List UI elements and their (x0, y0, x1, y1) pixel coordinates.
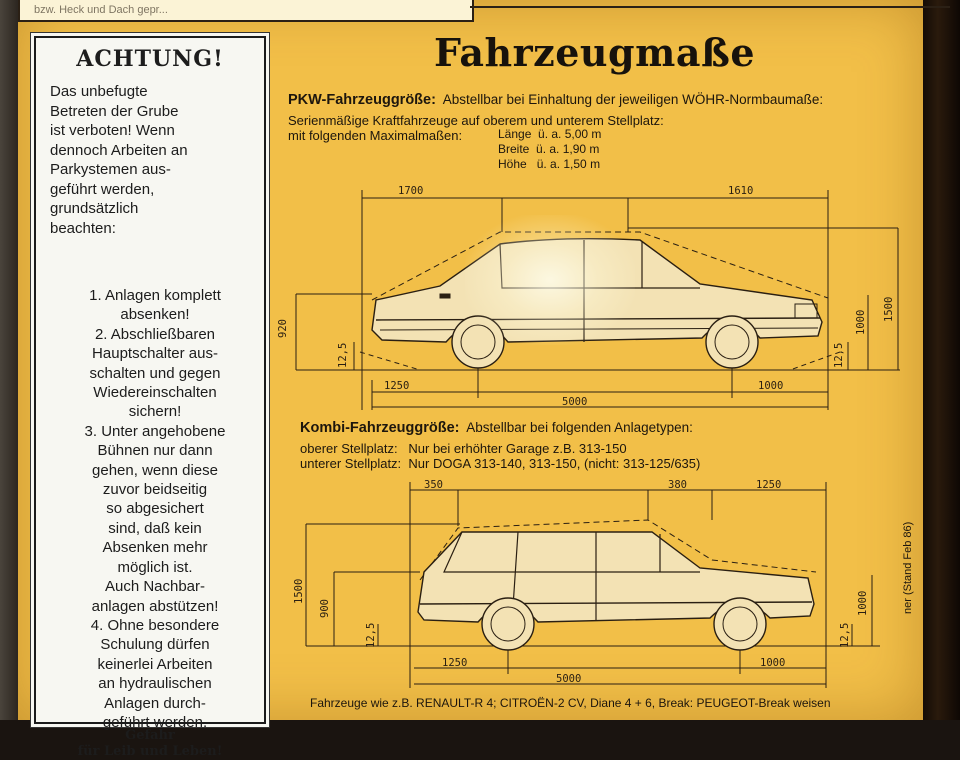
pkw-dim-ground-left: 12,5 (337, 342, 349, 368)
warning-item: 1. Anlagen komplett absenken! (89, 287, 221, 324)
kombi-dim-bottom-right: 1000 (760, 657, 786, 669)
warning-item: 2. Abschließbaren Hauptschalter aus- schalten und gegen Wiedereinschalten sichern! (89, 325, 221, 421)
kombi-dim-left-h1: 1500 (293, 578, 305, 604)
kombi-dim-left-h2: 900 (319, 599, 331, 618)
pkw-dim-right-h2: 1500 (883, 296, 895, 322)
kombi-line-2: unterer Stellplatz: Nur DOGA 313-140, 313-150, (nicht: 313-125/635) (300, 456, 701, 471)
pkw-heading-rest: Abstellbar bei Einhaltung der jeweiligen WÖHR-Normbaumaße: (442, 92, 824, 107)
kombi-dim-ground-right: 12,5 (839, 622, 851, 648)
kombi-dim-top-b: 380 (668, 479, 687, 491)
pkw-line-2: mit folgenden Maximalmaßen: (288, 128, 463, 143)
danger-note: Gefahr für Leib und Leben! (77, 728, 223, 759)
kombi-dim-total: 5000 (556, 673, 582, 685)
pkw-dim-left-h: 920 (277, 319, 289, 338)
kombi-dim-top-c: 1250 (756, 479, 782, 491)
warning-item: 3. Unter angehobene Bühnen nur dann gehen, wenn diese zuvor beidseitig so abgesichert sind, daß kein Absenken mehr möglich ist. Auch Nachbar- anlagen abstützen! (84, 422, 226, 615)
kombi-heading-rest: Abstellbar bei folgenden Anlagetypen: (466, 420, 693, 435)
top-strip-text: bzw. Heck und Dach gepr... (34, 4, 168, 16)
kombi-drawing (306, 482, 880, 688)
pkw-dim-bottom-right: 1000 (758, 380, 784, 392)
footer-note: Fahrzeuge wie z.B. RENAULT-R 4; CITROËN-2 CV, Diane 4 + 6, Break: PEUGEOT-Break weisen (310, 696, 831, 710)
pkw-heading-bold: PKW-Fahrzeuggröße: (288, 92, 436, 108)
kombi-dim-top-a: 350 (424, 479, 443, 491)
pkw-dim-top-left: 1700 (398, 185, 424, 197)
pkw-dim-top-right: 1610 (728, 185, 754, 197)
pkw-dim-total: 5000 (562, 396, 588, 408)
warning-intro: Das unbefugte Betreten der Grube ist verboten! Wenn dennoch Arbeiten an Parkystemen aus- geführt werden, grundsätzlich beachten: (50, 83, 188, 237)
kombi-heading-bold: Kombi-Fahrzeuggröße: (300, 420, 460, 436)
kombi-dim-right-h: 1000 (857, 590, 869, 616)
kombi-dim-bottom-left: 1250 (442, 657, 468, 669)
kombi-line-1: oberer Stellplatz: Nur bei erhöhter Garage z.B. 313-150 (300, 441, 627, 456)
pkw-line-1: Serienmäßige Kraftfahrzeuge auf oberem und unterem Stellplatz: (288, 113, 664, 128)
pkw-dim-length: Länge ü. a. 5,00 m (498, 127, 602, 141)
stand-date: ner (Stand Feb 86) (902, 521, 914, 614)
pkw-dim-height: Höhe ü. a. 1,50 m (498, 157, 601, 171)
warning-heading: ACHTUNG! (76, 46, 224, 72)
pkw-dim-ground-right: 12,5 (833, 342, 845, 368)
pkw-dim-width: Breite ü. a. 1,90 m (498, 142, 600, 156)
warning-item: 4. Ohne besondere Schulung dürfen keinerlei Arbeiten an hydraulischen Anlagen durch- geführt werden. (90, 616, 220, 731)
sign-title: Fahrzeugmaße (434, 30, 756, 75)
pkw-dim-bottom-left: 1250 (384, 380, 410, 392)
light-glare (465, 215, 635, 345)
pkw-dim-right-h1: 1000 (855, 309, 867, 335)
kombi-dim-ground-left: 12,5 (365, 622, 377, 648)
